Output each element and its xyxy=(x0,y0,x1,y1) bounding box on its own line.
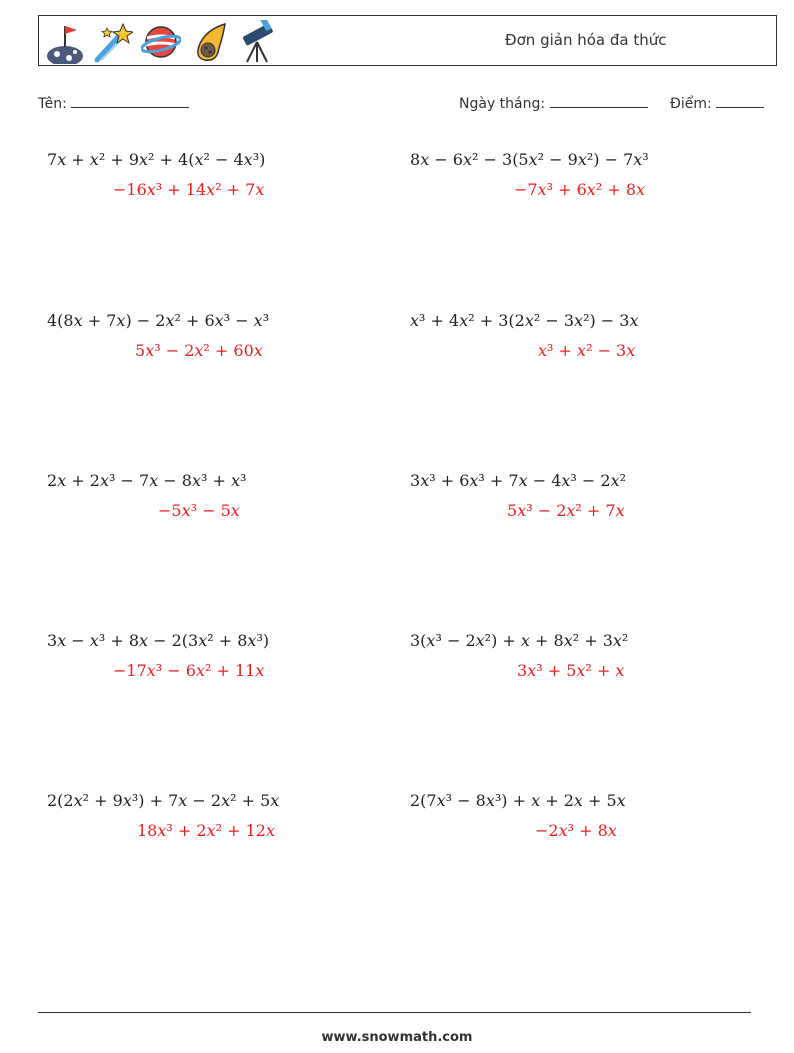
answer-8: 3x³ + 5x² + x xyxy=(517,661,625,680)
footer-url[interactable]: www.snowmath.com xyxy=(321,1030,473,1045)
answer-10: −2x³ + 8x xyxy=(535,821,617,840)
problem-7: 3x − x³ + 8x − 2(3x² + 8x³) xyxy=(47,631,270,650)
score-blank[interactable] xyxy=(716,95,764,108)
telescope-icon xyxy=(237,20,277,64)
problem-10: 2(7x³ − 8x³) + x + 2x + 5x xyxy=(410,791,626,810)
comet-icon xyxy=(189,20,229,64)
answer-6: 5x³ − 2x² + 7x xyxy=(507,501,625,520)
score-field xyxy=(670,95,764,112)
answer-5: −5x³ − 5x xyxy=(158,501,240,520)
answer-4: x³ + x² − 3x xyxy=(538,341,636,360)
worksheet-title: Đơn giản hóa đa thức xyxy=(505,31,667,49)
name-field xyxy=(38,95,189,112)
header-icons xyxy=(45,20,277,64)
footer-divider xyxy=(38,1012,751,1013)
name-blank[interactable] xyxy=(71,95,189,108)
problem-1: 7x + x² + 9x² + 4(x² − 4x³) xyxy=(47,150,266,169)
problem-2: 8x − 6x² − 3(5x² − 9x²) − 7x³ xyxy=(410,150,649,169)
answer-3: 5x³ − 2x² + 60x xyxy=(135,341,263,360)
problem-6: 3x³ + 6x³ + 7x − 4x³ − 2x² xyxy=(410,471,627,490)
date-field xyxy=(459,95,648,112)
problem-8: 3(x³ − 2x²) + x + 8x² + 3x² xyxy=(410,631,629,650)
planet-icon xyxy=(141,20,181,64)
problem-5: 2x + 2x³ − 7x − 8x³ + x³ xyxy=(47,471,247,490)
answer-1: −16x³ + 14x² + 7x xyxy=(113,180,265,199)
date-label: Ngày tháng: xyxy=(459,96,546,112)
answer-9: 18x³ + 2x² + 12x xyxy=(137,821,275,840)
problem-3: 4(8x + 7x) − 2x² + 6x³ − x³ xyxy=(47,311,270,330)
moon-flag-icon xyxy=(45,20,85,64)
answer-7: −17x³ − 6x² + 11x xyxy=(113,661,265,680)
name-label: Tên: xyxy=(38,96,67,112)
answer-2: −7x³ + 6x² + 8x xyxy=(514,180,646,199)
date-blank[interactable] xyxy=(550,95,648,108)
problem-9: 2(2x² + 9x³) + 7x − 2x² + 5x xyxy=(47,791,280,810)
shooting-star-icon xyxy=(93,20,133,64)
worksheet-header xyxy=(38,15,777,66)
problem-4: x³ + 4x² + 3(2x² − 3x²) − 3x xyxy=(410,311,639,330)
score-label: Điểm: xyxy=(670,96,712,112)
